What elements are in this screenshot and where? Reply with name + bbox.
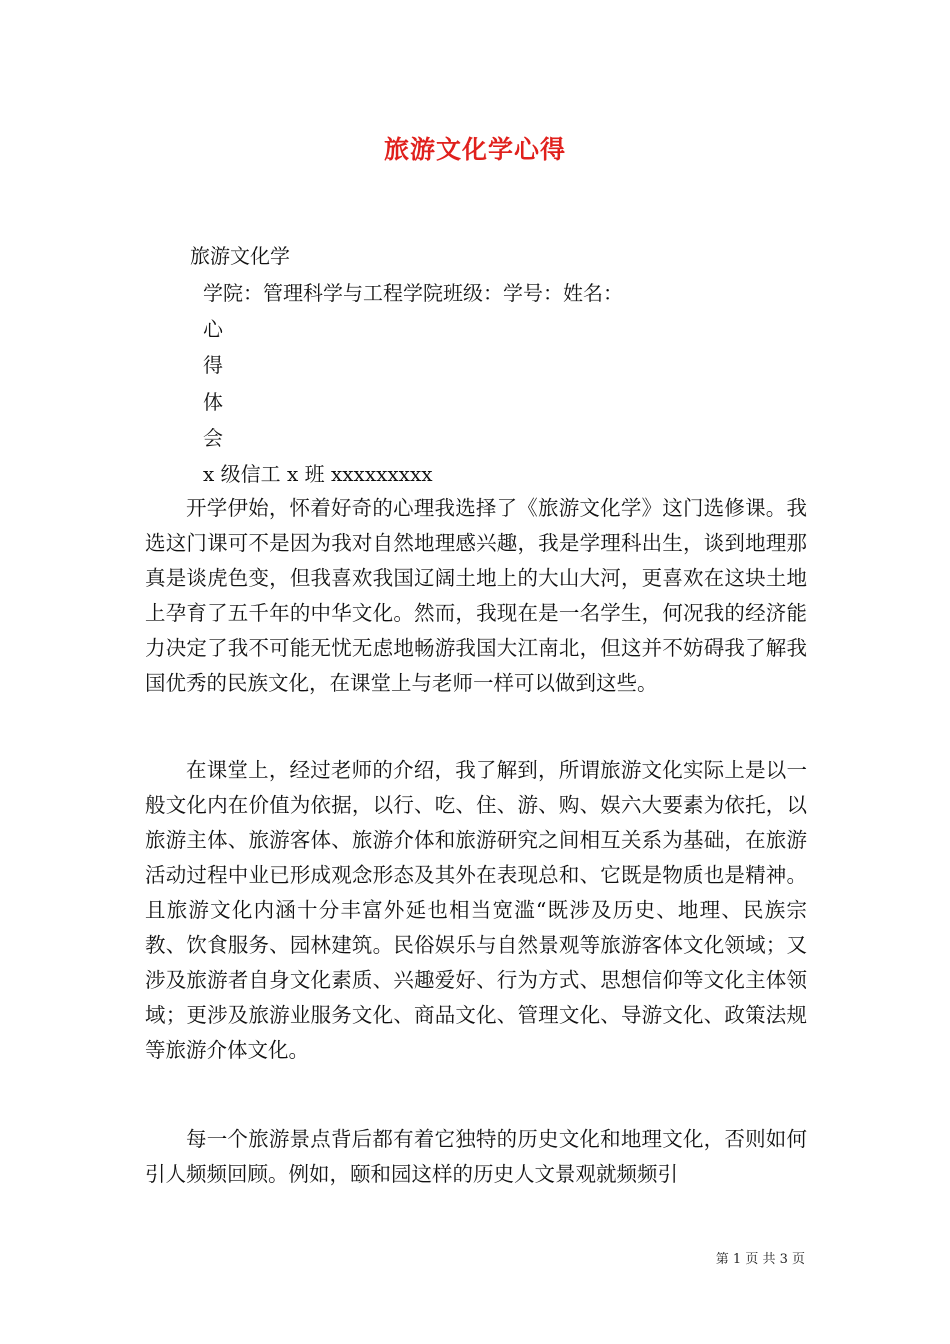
vertical-char-3: 体 bbox=[203, 390, 223, 414]
vertical-char-1: 心 bbox=[203, 317, 223, 341]
class-line: x 级信工 x 班 xxxxxxxxx bbox=[203, 462, 433, 486]
paragraph-1: 开学伊始，怀着好奇的心理我选择了《旅游文化学》这门选修课。我选这门课可不是因为我对自然地理感兴趣，我是学理科出生，谈到地理那真是谈虎色变，但我喜欢我国辽阔土地上的大山大河，更喜欢在这块土地上孕育了五千年的中华文化。然而，我现在是一名学生，何况我的经济能力决定了我不可能无忧无虑地畅游我国大江南北，但这并不妨碍我了解我国优秀的民族文化，在课堂上与老师一样可以做到这些。 bbox=[145, 496, 807, 695]
course-name-line: 旅游文化学 bbox=[190, 244, 290, 268]
vertical-char-2: 得 bbox=[203, 353, 223, 377]
student-info-line: 学院：管理科学与工程学院班级：学号：姓名： bbox=[203, 281, 623, 305]
page-number-footer: 第 1 页 共 3 页 bbox=[715, 1252, 805, 1267]
paragraph-3: 每一个旅游景点背后都有着它独特的历史文化和地理文化，否则如何引人频频回顾。例如，颐和园这样的历史人文景观就频频引 bbox=[145, 1127, 807, 1186]
document-title: 旅游文化学心得 bbox=[383, 135, 566, 164]
vertical-char-4: 会 bbox=[203, 426, 223, 450]
paragraph-2: 在课堂上，经过老师的介绍，我了解到，所谓旅游文化实际上是以一般文化内在价值为依据，以行、吃、住、游、购、娱六大要素为依托，以旅游主体、旅游客体、旅游介体和旅游研究之间相互关系为基础，在旅游活动过程中业已形成观念形态及其外在表现总和、它既是物质也是精神。且旅游文化内涵十分丰富外延也相当宽滥“既涉及历史、地理、民族宗教、饮食服务、园林建筑。民俗娱乐与自然景观等旅游客体文化领域；又涉及旅游者自身文化素质、兴趣爱好、行为方式、思想信仰等文化主体领域；更涉及旅游业服务文化、商品文化、管理文化、导游文化、政策法规等旅游介体文化。 bbox=[145, 758, 807, 1062]
